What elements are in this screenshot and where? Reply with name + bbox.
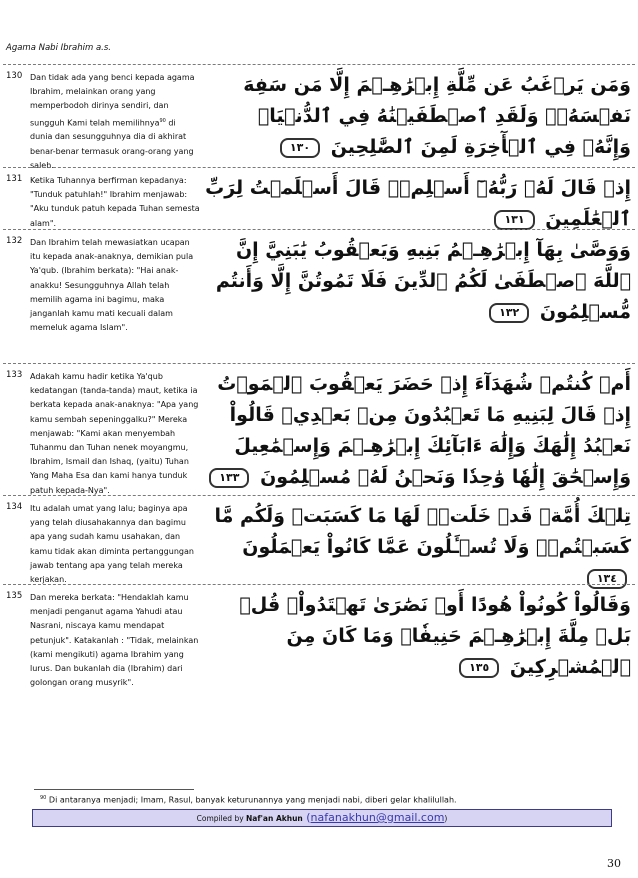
footnote: $^{90}$ Di antaranya menjadi; Imam, Rasul, banyak keturunannya yang menjadi nabi, diberi gelar khalilullah. bbox=[40, 795, 457, 805]
verse-arabic: وَقَالُواْ كُونُواْ هُودًا أَوۡ نَصَٰرَىٰ تَهۡتَدُواْۗ قُلۡ بَلۡ مِلَّةَ إِبۡرَٰهِـۧمَ حَنِيفٗاۖ وَمَا كَانَ مِنَ ٱلۡمُشۡرِكِينَ ١٣٥ bbox=[239, 594, 631, 678]
footnote-ref: 90 bbox=[159, 117, 166, 124]
verse-arabic: أَمۡ كُنتُمۡ شُهَدَآءَ إِذۡ حَضَرَ يَعۡقُوبَ ٱلۡمَوۡتُ إِذۡ قَالَ لِبَنِيهِ مَا تَعۡبُدُونَ مِنۢ بَعۡدِيۖ قَالُواْ نَعۡبُدُ إِلَٰهَكَ وَإِلَٰهَ ءَابَآئِكَ إِبۡرَٰهِـۧمَ وَإِسۡمَٰعِيلَ وَإِسۡحَٰقَ إِلَٰهٗا وَٰحِدٗا وَنَحۡنُ لَهُۥ مُسۡلِمُونَ ١٣٣ bbox=[203, 364, 631, 495]
ayah-number-mark: ١٣٥ bbox=[459, 658, 499, 678]
verse-row-134 bbox=[3, 495, 635, 584]
ayah-number-mark: ١٣٠ bbox=[280, 138, 320, 158]
verse-arabic: تِلۡكَ أُمَّةٞ قَدۡ خَلَتۡۖ لَهَا مَا كَسَبَتۡ وَلَكُم مَّا كَسَبۡتُمۡۖ وَلَا تُسۡـَٔلُونَ عَمَّا كَانُواْ يَعۡمَلُونَ ١٣٤ bbox=[203, 496, 631, 584]
verse-arabic: وَمَن يَرۡغَبُ عَن مِّلَّةِ إِبۡرَٰهِـۧمَ إِلَّا مَن سَفِهَ نَفۡسَهُۥۚ وَلَقَدِ ٱصۡطَفَيۡنَٰهُ فِي ٱلدُّنۡيَاۖ وَإِنَّهُۥ فِي ٱلۡأٓخِرَةِ لَمِنَ ٱلصَّٰلِحِينَ ١٣٠ bbox=[243, 74, 631, 158]
page-number: 30 bbox=[607, 857, 621, 870]
verse-translation: Dan tidak ada yang benci kepada agama Ibrahim, melainkan orang yang memperbodoh dirinya sendiri, dan sungguh Kami telah memilihnya$^{90}$ di dunia dan sesungguhnya dia di akhirat benar-benar termasuk orang-orang yang saleh. bbox=[30, 73, 195, 170]
footnote-number: 90 bbox=[40, 795, 47, 801]
section-title: Agama Nabi Ibrahim a.s. bbox=[6, 43, 112, 53]
verse-arabic: وَوَصَّىٰ بِهَآ إِبۡرَٰهِـۧمُ بَنِيهِ وَيَعۡقُوبُ يَٰبَنِيَّ إِنَّ ٱللَّهَ ٱصۡطَفَىٰ لَكُمُ ٱلدِّينَ فَلَا تَمُوتُنَّ إِلَّا وَأَنتُم مُّسۡلِمُونَ ١٣٢ bbox=[215, 239, 631, 323]
author-name: Naf'an Akhun bbox=[246, 814, 303, 823]
verse-translation: Dan mereka berkata: "Hendaklah kamu menjadi penganut agama Yahudi atau Nasrani, niscaya kamu mendapat petunjuk". Katakanlah : "Tidak, melainkan (kami mengikuti) agama Ibrahim yang lurus. Dan bukanlah dia (Ibrahim) dari golongan orang musyrik". bbox=[30, 593, 199, 688]
verse-number: 130 bbox=[6, 71, 23, 81]
verse-translation: Itu adalah umat yang lalu; baginya apa yang telah diusahakannya dan bagimu apa yang sudah kamu usahakan, dan kamu tidak akan diminta pertanggungan jawab tentang apa yang telah mereka kerjakan. bbox=[30, 504, 194, 585]
verse-table bbox=[3, 64, 635, 725]
verse-translation: Dan Ibrahim telah mewasiatkan ucapan itu kepada anak-anaknya, demikian pula Ya'qub. (Ibrahim berkata): "Hai anak-anakku! Sesungguhnya Allah telah memilih agama ini bagimu, maka janganlah kamu mati kecuali dalam memeluk agama Islam". bbox=[30, 238, 194, 333]
verse-translation: Ketika Tuhannya berfirman kepadanya: "Tunduk patuhlah!" Ibrahim menjawab: "Aku tunduk patuh kepada Tuhan semesta alam". bbox=[30, 176, 200, 228]
verse-number: 133 bbox=[6, 370, 23, 380]
verse-translation: Adakah kamu hadir ketika Ya'qub kedatangan (tanda-tanda) maut, ketika ia berkata kepada anak-anaknya: "Apa yang kamu sembah sepeninggalku?" Mereka menjawab: "Kami akan menyembah Tuhanmu dan Tuhan nenek moyangmu, Ibrahim, Ismail dan Ishaq, (yaitu) Tuhan Yang Maha Esa dan kami hanya tunduk patuh kepada-Nya". bbox=[30, 372, 199, 495]
ayah-number-mark: ١٣٣ bbox=[209, 468, 249, 488]
verse-arabic: إِذۡ قَالَ لَهُۥ رَبُّهُۥٓ أَسۡلِمۡۖ قَالَ أَسۡلَمۡتُ لِرَبِّ ٱلۡعَٰلَمِينَ ١٣١ bbox=[205, 177, 631, 230]
verse-row-132 bbox=[3, 229, 635, 363]
footnote-separator bbox=[34, 789, 194, 790]
verse-number: 134 bbox=[6, 502, 23, 512]
ayah-number-mark: ١٣٢ bbox=[489, 303, 529, 323]
compiled-by-bar: Compiled by Naf'an Akhun (nafanakhun@gmail.com) bbox=[32, 809, 612, 827]
verse-row-135 bbox=[3, 584, 635, 725]
verse-number: 135 bbox=[6, 591, 23, 601]
verse-row-131 bbox=[3, 167, 635, 229]
verse-number: 131 bbox=[6, 174, 23, 184]
ayah-number-mark: ١٣٤ bbox=[587, 569, 627, 589]
verse-row-130 bbox=[3, 64, 635, 170]
author-email[interactable]: nafanakhun@gmail.com bbox=[310, 811, 445, 824]
ayah-number-mark: ١٣١ bbox=[494, 210, 534, 230]
verse-row-133 bbox=[3, 363, 635, 495]
verse-number: 132 bbox=[6, 236, 23, 246]
